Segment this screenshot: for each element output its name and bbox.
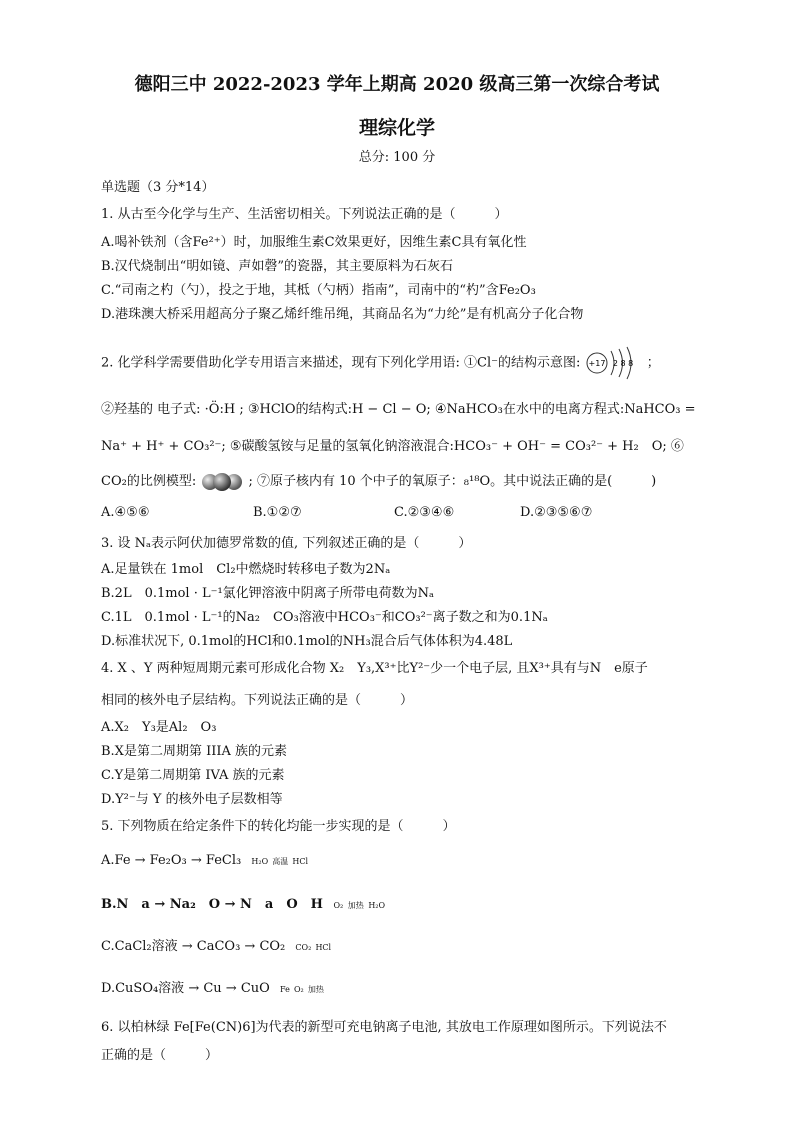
- q3-option-c: C.1L 0.1mol · L⁻¹的Na₂ CO₃溶液中HCO₃⁻和CO₃²⁻离子数之和为0.1Nₐ: [101, 610, 548, 625]
- q2-option-c: C.②③④⑥: [394, 505, 455, 520]
- q1-option-b: B.汉代烧制出“明如镜、声如磬”的瓷器，其主要原料为石灰石: [101, 259, 453, 274]
- q1-option-d: D.港珠澳大桥采用超高分子聚乙烯纤维吊绳，其商品名为“力纶”是有机高分子化合物: [101, 307, 584, 322]
- q3-stem: 3. 设 Nₐ表示阿伏加德罗常数的值, 下列叙述正确的是（ ）: [101, 536, 472, 551]
- hydroxyl-electron-formula: ·Ö:H: [204, 402, 236, 417]
- subject-title: 理综化学: [358, 117, 435, 139]
- q5-option-b: [101, 893, 385, 912]
- q5-a-condition-2: HCl: [292, 857, 309, 866]
- q2-line-4b: ; ⑦原子核内有 10 个中子的氧原子：₈¹⁸O。其中说法正确的是( ): [248, 474, 657, 489]
- q5-option-d: [101, 977, 324, 996]
- electron-shells: 2 8 8: [612, 359, 633, 368]
- q2-option-a: A.④⑤⑥: [101, 505, 150, 520]
- co2-space-filling-model: [200, 472, 244, 492]
- q5-option-c-text: C.CaCl₂溶液 → CaCO₃ → CO₂: [101, 939, 286, 954]
- q1-option-c: C.“司南之杓（勺），投之于地，其柢（勺柄）指南”，司南中的“杓”含Fe₂O₃: [101, 283, 536, 298]
- q5-d-condition-2: O₂: [293, 985, 304, 994]
- q2-line-1-text: 2. 化学科学需要借助化学专用语言来描述，现有下列化学用语: ①Cl⁻的结构示意图:: [101, 355, 581, 371]
- q5-option-a: [101, 853, 308, 868]
- total-score: 总分: 100 分: [358, 150, 436, 165]
- q5-a-condition-1b: 高温: [272, 857, 289, 866]
- q2-line-3: Na⁺ + H⁺ + CO₃²⁻; ⑤碳酸氢铵与足量的氢氧化钠溶液混合:HCO₃⁻ + OH⁻ = CO₃²⁻ + H₂ O; ⑥: [101, 439, 684, 454]
- q1-stem: 1. 从古至今化学与生产、生活密切相关。下列说法正确的是（ ）: [101, 207, 508, 222]
- chloride-structure-diagram: [585, 346, 643, 380]
- q5-b-condition-2: H₂O: [368, 901, 386, 910]
- q4-stem-line-1: 4. X 、Y 两种短周期元素可形成化合物 X₂ Y₃,X³⁺比Y²⁻少一个电子层, 且X³⁺具有与N e原子: [101, 661, 648, 676]
- q3-option-d: D.标准状况下, 0.1mol的HCl和0.1mol的NH₃混合后气体体积为4.48L: [101, 634, 513, 649]
- q4-option-c: C.Y是第二周期第 IVA 族的元素: [101, 768, 285, 783]
- q3-option-a: A.足量铁在 1mol Cl₂中燃烧时转移电子数为2Nₐ: [101, 562, 391, 577]
- q5-option-c: [101, 935, 331, 954]
- q2-line-4: [101, 470, 656, 492]
- q2-option-b: B.①②⑦: [253, 505, 302, 520]
- q5-d-condition-1: Fe: [279, 985, 290, 994]
- q2-line-2a: ②羟基的 电子式:: [101, 402, 201, 417]
- q5-option-b-text: B.N a → Na₂ O → N a O H: [101, 897, 323, 912]
- q5-c-condition-2: HCl: [315, 943, 332, 952]
- q5-b-condition-1b: 加热: [347, 901, 364, 910]
- q2-line-4a: CO₂的比例模型:: [101, 474, 197, 489]
- q5-b-condition-1: O₂: [333, 901, 344, 910]
- q5-c-condition-1: CO₂: [295, 943, 312, 952]
- exam-title: 德阳三中 2022-2023 学年上期高 2020 级高三第一次综合考试: [134, 74, 660, 95]
- q2-line-2: [101, 398, 696, 417]
- q5-option-a-text: A.Fe → Fe₂O₃ → FeCl₃: [101, 853, 242, 868]
- q2-line-1-end: ；: [646, 355, 660, 371]
- q2-option-d: D.②③⑤⑥⑦: [520, 505, 593, 520]
- q5-stem: 5. 下列物质在给定条件下的转化均能一步实现的是（ ）: [101, 819, 456, 834]
- q2-line-1: [101, 346, 660, 380]
- q4-stem-line-2: 相同的核外电子层结构。下列说法正确的是（ ）: [101, 693, 414, 708]
- q4-option-b: B.X是第二周期第 IIIA 族的元素: [101, 744, 287, 759]
- q5-option-d-text: D.CuSO₄溶液 → Cu → CuO: [101, 981, 270, 996]
- q6-stem-line-2: 正确的是（ ）: [101, 1048, 219, 1063]
- q4-option-a: A.X₂ Y₃是Al₂ O₃: [101, 720, 217, 735]
- section-heading: 单选题（3 分*14）: [101, 180, 215, 195]
- q1-option-a: A.喝补铁剂（含Fe²⁺）时，加服维生素C效果更好，因维生素C具有氧化性: [101, 235, 527, 250]
- q3-option-b: B.2L 0.1mol · L⁻¹氯化钾溶液中阴离子所带电荷数为Nₐ: [101, 586, 435, 601]
- nucleus-charge: +17: [588, 359, 605, 368]
- q5-d-condition-2b: 加热: [307, 985, 324, 994]
- q2-line-2b: ; ③HClO的结构式:H − Cl − O; ④NaHCO₃在水中的电离方程式:NaHCO₃ =: [239, 402, 696, 417]
- q6-stem-line-1: 6. 以柏林绿 Fe[Fe(CN)6]为代表的新型可充电钠离子电池, 其放电工作原理如图所示。下列说法不: [101, 1020, 667, 1035]
- q4-option-d: D.Y²⁻与 Y 的核外电子层数相等: [101, 792, 283, 807]
- q5-a-condition-1: H₂O: [251, 857, 269, 866]
